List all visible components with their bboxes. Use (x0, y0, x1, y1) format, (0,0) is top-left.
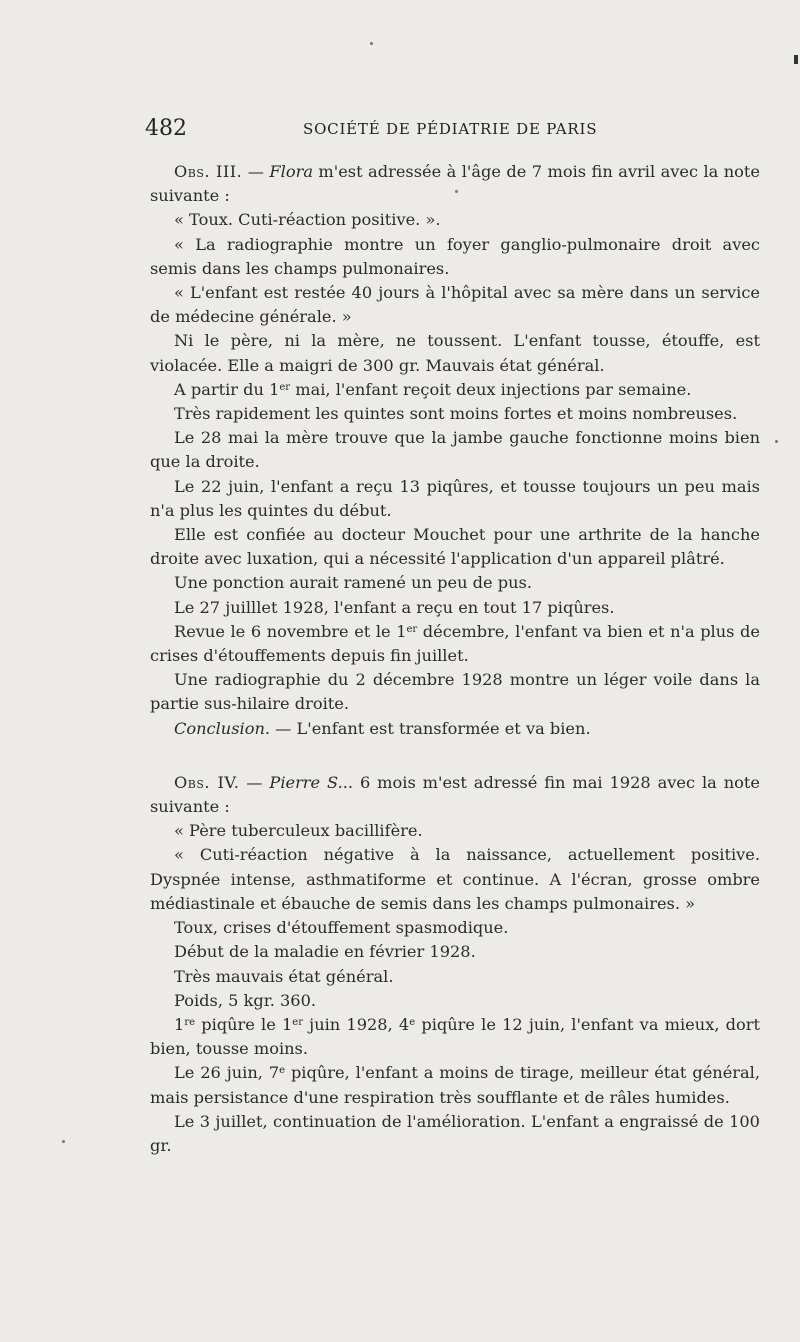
obs4-para-9-b: piqûre, l'enfant a moins de tirage, meilleur état général, mais persistance d'une respiration très soufflante et de râles humides. (150, 1063, 760, 1107)
obs3-para-13 (150, 620, 760, 668)
obs3-para-9: Le 22 juin, l'enfant a reçu 13 piqûres, et tousse toujours un peu mais n'a plus les quintes du début. (150, 476, 760, 520)
obs4-para-2: « Père tuberculeux bacillifère. (174, 821, 423, 841)
obs3-conclusion-text: — L'enfant est transformée et va bien. (270, 718, 591, 738)
obs3-intro (150, 160, 760, 208)
page-number: 482 (145, 116, 187, 141)
obs4-dash: — (239, 772, 270, 792)
obs3-label: Obs. III. (174, 162, 243, 181)
obs3-para-4: « L'enfant est restée 40 jours à l'hôpital avec sa mère dans un service de médecine générale. » (150, 283, 760, 327)
obs3-para-13-b: décembre, l'enfant va bien et n'a plus de crises d'étouffements depuis fin juillet. (150, 621, 760, 666)
obs4-para-8-sup2: er (292, 1016, 303, 1028)
obs3-dash: — (242, 162, 270, 181)
page-header (145, 116, 745, 146)
body-text (150, 160, 760, 1158)
section-gap (150, 741, 760, 771)
obs3-para-11: Une ponction aurait ramené un peu de pus. (174, 573, 532, 593)
obs4-para-9-a: Le 26 juin, 7 (174, 1063, 280, 1083)
obs4-label: Obs. IV. (174, 772, 240, 792)
obs4-intro (150, 771, 760, 819)
obs4-para-8-c: juin 1928, 4 (302, 1014, 410, 1034)
obs3-conclusion (150, 717, 760, 741)
obs4-para-8-sup3: e (409, 1016, 416, 1028)
obs4-para-8-d: piqûre le 12 juin, l'enfant va mieux, dort bien, tousse moins. (150, 1014, 761, 1059)
obs4-para-8-a: 1 (174, 1014, 185, 1034)
obs3-para-13-sup: er (406, 623, 418, 635)
obs4-para-8 (150, 1013, 760, 1061)
obs4-para-8-b: piqûre le 1 (195, 1014, 293, 1034)
obs4-patient-name: Pierre S... (269, 772, 354, 792)
obs3-para-13-a: Revue le 6 novembre et le 1 (174, 621, 407, 641)
paper-speck (370, 42, 373, 45)
obs4-para-9-sup: e (279, 1065, 286, 1077)
obs3-para-6-a: A partir du 1 (174, 379, 280, 399)
paper-speck (62, 1140, 65, 1143)
obs3-para-8: Le 28 mai la mère trouve que la jambe gauche fonctionne moins bien que la droite. (150, 428, 760, 472)
paper-speck (775, 440, 778, 443)
obs4-intro-text: 6 mois m'est adressé fin mai 1928 avec la note suivante : (150, 772, 760, 817)
obs4-para-8-sup1: re (184, 1016, 196, 1028)
obs3-para-2: « Toux. Cuti-réaction positive. ». (174, 210, 441, 230)
obs4-para-3: « Cuti-réaction négative à la naissance, actuellement positive. Dyspnée intense, asthmatiforme et continue. A l'écran, grosse ombre médiastinale et ébauche de semis dans les champs pulmonaires. » (150, 845, 760, 913)
obs3-para-12: Le 27 juilllet 1928, l'enfant a reçu en tout 17 piqûres. (174, 597, 615, 617)
obs3-conclusion-label: Conclusion. (174, 718, 271, 738)
obs3-para-6-b: mai, l'enfant reçoit deux injections par semaine. (290, 379, 692, 399)
obs4-para-6: Très mauvais état général. (174, 966, 394, 986)
paper-speck (455, 190, 458, 193)
obs3-para-5: Ni le père, ni la mère, ne toussent. L'enfant tousse, étouffe, est violacée. Elle a maigri de 300 gr. Mauvais état général. (150, 331, 760, 375)
obs3-para-10: Elle est confiée au docteur Mouchet pour une arthrite de la hanche droite avec luxation, qui a nécessité l'application d'un appareil plâtré. (150, 525, 760, 569)
obs3-para-7: Très rapidement les quintes sont moins fortes et moins nombreuses. (174, 404, 738, 424)
obs4-para-9 (150, 1061, 760, 1109)
obs4-para-4: Toux, crises d'étouffement spasmodique. (174, 918, 509, 938)
obs3-para-6 (150, 378, 760, 402)
page-edge-mark (794, 55, 798, 64)
obs3-para-3: « La radiographie montre un foyer ganglio-pulmonaire droit avec semis dans les champs pulmonaires. (150, 234, 760, 278)
obs3-para-14: Une radiographie du 2 décembre 1928 montre un léger voile dans la partie sus-hilaire droite. (150, 670, 760, 714)
obs3-para-6-sup: er (279, 381, 291, 393)
obs3-intro-text: m'est adressée à l'âge de 7 mois fin avril avec la note suivante : (150, 162, 761, 206)
running-title: SOCIÉTÉ DE PÉDIATRIE DE PARIS (303, 120, 598, 138)
obs4-para-5: Début de la maladie en février 1928. (174, 942, 476, 962)
obs4-para-7: Poids, 5 kgr. 360. (174, 990, 317, 1010)
obs3-patient-name: Flora (269, 162, 313, 181)
obs4-para-10: Le 3 juillet, continuation de l'amélioration. L'enfant a engraissé de 100 gr. (150, 1111, 760, 1155)
